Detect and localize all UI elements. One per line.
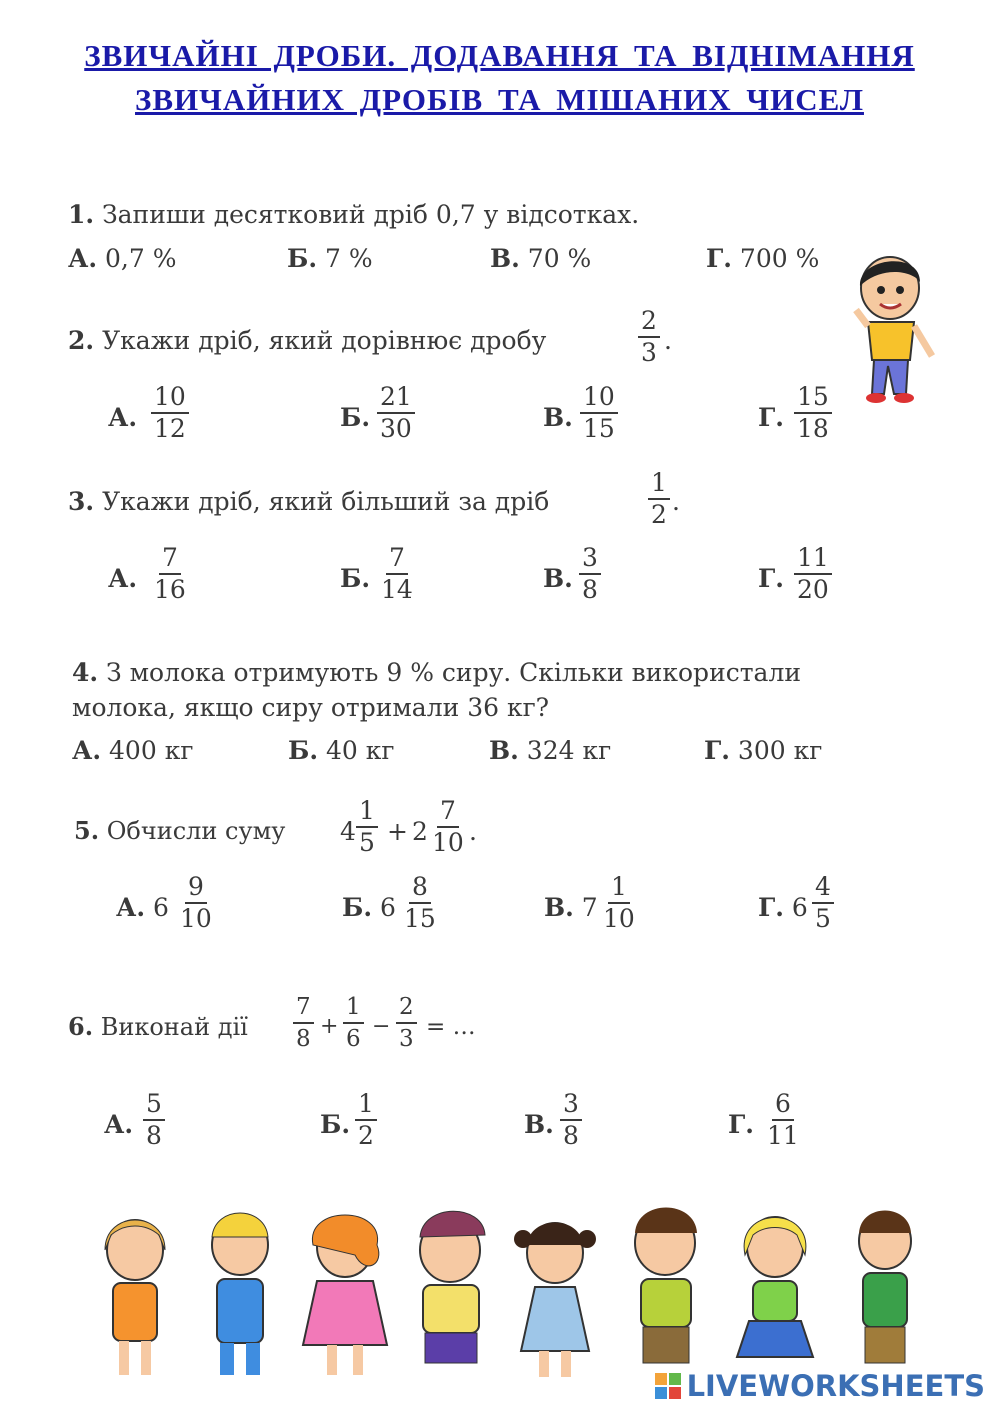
q5-option-b-fraction[interactable]: $\frac{8}{15}$ — [404, 872, 436, 933]
q2-option-b-letter[interactable]: Б. — [340, 403, 371, 432]
page-title-line2: ЗВИЧАЙНИХ ДРОБІВ ТА МІШАНИХ ЧИСЕЛ — [135, 82, 864, 117]
children-illustration — [55, 1195, 955, 1395]
q2-option-c-fraction[interactable]: $\frac{10}{15}$ — [580, 382, 618, 444]
q5-plus: + — [387, 817, 408, 846]
question-1 — [68, 200, 639, 230]
q2-option-a-letter[interactable]: А. — [108, 403, 138, 432]
q6-option-a-letter[interactable]: А. — [104, 1110, 134, 1139]
question-text: Виконай дії — [100, 1013, 248, 1041]
question-4-line2: молока, якщо сиру отримали 36 кг? — [72, 693, 550, 722]
q2-option-a-fraction[interactable]: $\frac{10}{12}$ — [151, 382, 189, 444]
option-value: 7 % — [325, 244, 373, 273]
question-text: Укажи дріб, який більший за дріб — [102, 487, 550, 516]
q3-option-a-fraction[interactable]: $\frac{7}{16}$ — [154, 543, 186, 604]
q6-minus: − — [372, 1014, 391, 1039]
q5-option-a[interactable]: А. 6 — [116, 893, 169, 922]
q6-fraction-1: $\frac{7}{8}$ — [293, 992, 314, 1054]
numerator: 2 — [638, 306, 660, 338]
q3-option-c-letter[interactable]: В. — [543, 564, 573, 593]
q6-option-c-letter[interactable]: В. — [524, 1110, 554, 1139]
q1-option-a[interactable] — [68, 244, 177, 274]
option-value: 700 % — [739, 244, 820, 273]
denominator: 2 — [651, 500, 667, 529]
question-text: Запиши десятковий дріб 0,7 у відсотках. — [102, 200, 640, 229]
q3-option-b-fraction[interactable]: $\frac{7}{14}$ — [381, 543, 413, 604]
option-letter: В. — [490, 244, 520, 273]
liveworksheets-brand — [687, 1369, 985, 1403]
q1-option-b[interactable] — [287, 244, 373, 274]
q3-option-d-fraction[interactable]: $\frac{11}{20}$ — [794, 543, 832, 605]
question-3 — [68, 487, 549, 517]
q3-fraction — [648, 468, 670, 530]
q5-option-c-fraction[interactable]: $\frac{1}{10}$ — [603, 872, 635, 933]
option-letter: Б. — [287, 244, 318, 273]
q4-option-a[interactable]: А. 400 кг — [72, 736, 194, 765]
q6-equals: = … — [426, 1014, 476, 1040]
q6-fraction-3: $\frac{2}{3}$ — [396, 992, 417, 1054]
question-6 — [68, 1012, 248, 1042]
option-value: 0,7 % — [105, 244, 177, 273]
q5-whole-1: 4 — [340, 817, 356, 846]
q6-fraction-2: $\frac{1}{6}$ — [343, 992, 364, 1054]
question-5 — [74, 816, 285, 846]
question-number: 5. — [74, 816, 100, 845]
question-number: 2. — [68, 326, 95, 355]
boy-illustration — [850, 248, 940, 406]
q2-option-d-fraction[interactable]: $\frac{15}{18}$ — [794, 382, 832, 444]
q5-option-a-fraction[interactable]: $\frac{9}{10}$ — [180, 872, 212, 933]
q6-option-a-fraction[interactable]: $\frac{5}{8}$ — [143, 1089, 165, 1151]
q4-option-c[interactable]: В. 324 кг — [489, 736, 612, 765]
period: . — [664, 326, 672, 355]
q3-option-b-letter[interactable]: Б. — [340, 564, 371, 593]
q1-option-d[interactable] — [706, 244, 819, 274]
q3-option-c-fraction[interactable]: $\frac{3}{8}$ — [579, 543, 601, 605]
q4-option-d[interactable]: Г. 300 кг — [704, 736, 823, 765]
q5-option-d[interactable]: Г. 6 — [758, 893, 808, 922]
q6-option-b-letter[interactable]: Б. — [320, 1110, 351, 1139]
q6-option-d-fraction[interactable]: $\frac{6}{11}$ — [767, 1089, 799, 1150]
q5-option-c[interactable]: В. 7 — [544, 893, 598, 922]
q2-option-d-letter[interactable]: Г. — [758, 403, 784, 432]
option-letter: Г. — [706, 244, 732, 273]
q2-option-c-letter[interactable]: В. — [543, 403, 573, 432]
page-title-line1: ЗВИЧАЙНІ ДРОБИ. ДОДАВАННЯ ТА ВІДНІМАННЯ — [84, 38, 915, 73]
period: . — [672, 487, 680, 516]
question-text-line1: З молока отримують 9 % сиру. Скільки використали — [106, 658, 802, 687]
question-number: 4. — [72, 658, 99, 687]
question-number: 6. — [68, 1012, 94, 1041]
q4-option-b[interactable]: Б. 40 кг — [288, 736, 395, 765]
q2-fraction — [638, 306, 660, 368]
question-text: Укажи дріб, який дорівнює дробу — [102, 326, 547, 355]
option-value: 70 % — [527, 244, 592, 273]
q3-option-a-letter[interactable]: А. — [108, 564, 138, 593]
q5-option-b[interactable]: Б. 6 — [342, 893, 396, 922]
q5-fraction-2: $\frac{7}{10}$ — [432, 796, 464, 857]
q5-whole-2: 2 — [412, 817, 428, 846]
q6-option-d-letter[interactable]: Г. — [728, 1110, 754, 1139]
liveworksheets-logo-icon — [655, 1373, 681, 1399]
question-text: Обчисли суму — [106, 817, 286, 845]
q6-option-c-fraction[interactable]: $\frac{3}{8}$ — [560, 1089, 582, 1151]
question-2 — [68, 326, 546, 356]
q2-option-b-fraction[interactable]: $\frac{21}{30}$ — [377, 382, 415, 444]
denominator: 3 — [641, 338, 657, 367]
option-letter: А. — [68, 244, 98, 273]
brand-text: LIVEWORKSHEETS — [686, 1369, 985, 1403]
question-number: 1. — [68, 200, 95, 229]
q6-plus: + — [320, 1014, 339, 1039]
numerator: 1 — [648, 468, 670, 500]
q5-option-d-fraction[interactable]: $\frac{4}{5}$ — [812, 872, 834, 934]
q6-option-b-fraction[interactable]: $\frac{1}{2}$ — [355, 1089, 377, 1151]
period: . — [469, 817, 477, 846]
q1-option-c[interactable] — [490, 244, 591, 274]
question-number: 3. — [68, 487, 95, 516]
q5-fraction-1: $\frac{1}{5}$ — [356, 796, 378, 858]
q3-option-d-letter[interactable]: Г. — [758, 564, 784, 593]
question-4 — [72, 658, 801, 688]
